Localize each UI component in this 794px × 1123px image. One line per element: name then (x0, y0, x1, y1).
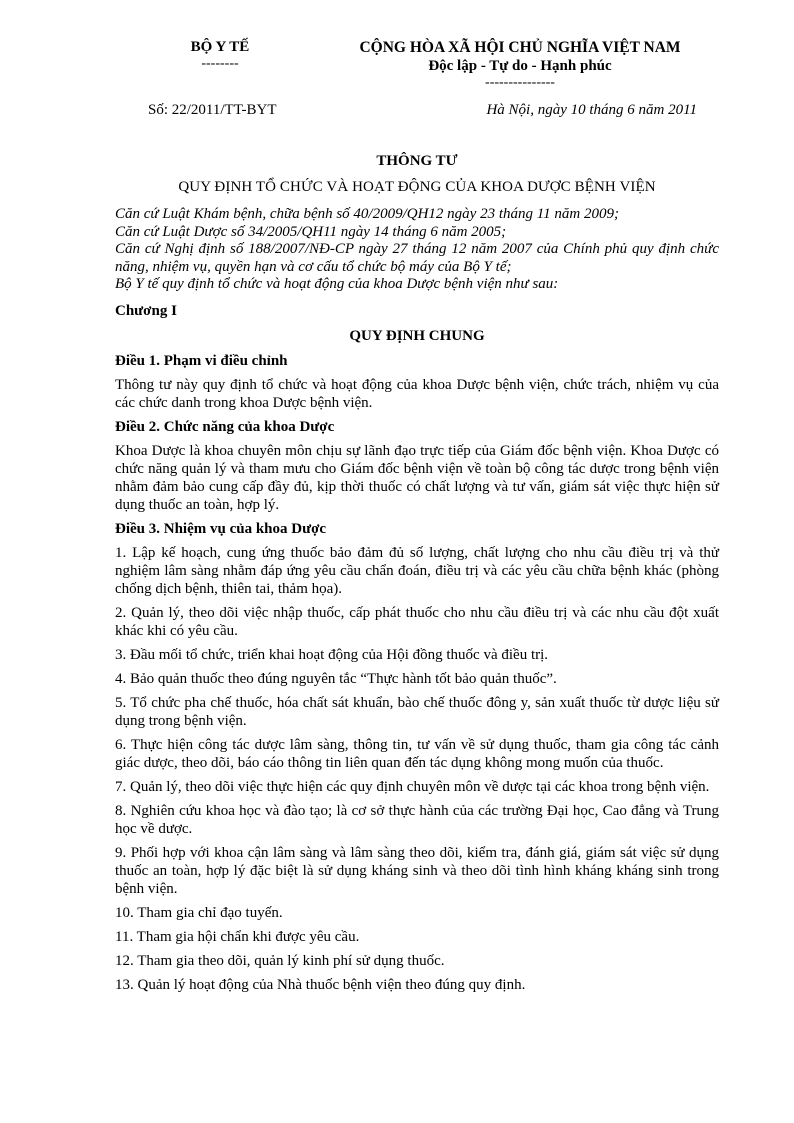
duty-item: 2. Quản lý, theo dõi việc nhập thuốc, cấp phát thuốc cho nhu cầu điều trị và các nhu cầu đột xuất khác khi có yêu cầu. (115, 604, 719, 639)
legal-basis-item: Căn cứ Luật Khám bệnh, chữa bệnh số 40/2009/QH12 ngày 23 tháng 11 năm 2009; (115, 206, 619, 222)
article-heading: Điều 3. Nhiệm vụ của khoa Dược (115, 520, 327, 537)
legal-basis-item: Căn cứ Nghị định số 188/2007/NĐ-CP ngày 27 tháng 12 năm 2007 của Chính phủ quy định chức năng, nhiệm vụ, quyền hạn và cơ cấu tổ chức bộ máy của Bộ Y tế; (115, 241, 719, 275)
document-header (0, 38, 794, 128)
duty-item: 6. Thực hiện công tác dược lâm sàng, thông tin, tư vấn về sử dụng thuốc, tham gia công tác cảnh giác dược, theo dõi, báo cáo thông tin liên quan đến tác dụng không mong muốn của thuốc. (115, 736, 719, 771)
legal-basis-item: Bộ Y tế quy định tổ chức và hoạt động của khoa Dược bệnh viện như sau: (115, 276, 559, 292)
article-heading: Điều 1. Phạm vi điều chỉnh (115, 352, 288, 369)
chapter-label: Chương I (115, 302, 177, 319)
national-title-block (330, 38, 710, 92)
duty-item: 7. Quản lý, theo dõi việc thực hiện các quy định chuyên môn về dược tại các khoa trong bệnh viện. (115, 778, 710, 795)
chapter-title: QUY ĐỊNH CHUNG (349, 327, 485, 344)
issuing-agency: BỘ Y TẾ (190, 39, 250, 55)
duty-item: 11. Tham gia hội chẩn khi được yêu cầu. (115, 928, 360, 945)
duty-item: 9. Phối hợp với khoa cận lâm sàng và lâm sàng theo dõi, kiểm tra, đánh giá, giám sát việc sử dụng thuốc an toàn, hợp lý đặc biệt là sử dụng kháng sinh và theo dõi tình hình kháng kháng sinh trong bệnh viện. (115, 844, 719, 897)
legal-basis (115, 206, 719, 294)
article-heading: Điều 2. Chức năng của khoa Dược (115, 418, 335, 435)
motto-divider: --------------- (485, 75, 555, 90)
national-title: CỘNG HÒA XÃ HỘI CHỦ NGHĨA VIỆT NAM (359, 39, 681, 56)
legal-basis-item: Căn cứ Luật Dược số 34/2005/QH11 ngày 14 tháng 6 năm 2005; (115, 223, 507, 240)
national-motto: Độc lập - Tự do - Hạnh phúc (428, 58, 612, 74)
duty-item: 13. Quản lý hoạt động của Nhà thuốc bệnh viện theo đúng quy định. (115, 976, 526, 993)
duty-item: 10. Tham gia chỉ đạo tuyến. (115, 904, 283, 921)
document-title: QUY ĐỊNH TỔ CHỨC VÀ HOẠT ĐỘNG CỦA KHOA DƯỢC BỆNH VIỆN (178, 179, 656, 195)
article-text: Thông tư này quy định tổ chức và hoạt động của khoa Dược bệnh viện, chức trách, nhiệm vụ của các chức danh trong khoa Dược bệnh viện. (115, 376, 719, 411)
duty-item: 3. Đầu mối tổ chức, triển khai hoạt động của Hội đồng thuốc và điều trị. (115, 646, 549, 663)
duty-item: 5. Tổ chức pha chế thuốc, hóa chất sát khuẩn, bào chế thuốc đông y, sản xuất thuốc từ dược liệu sử dụng trong bệnh viện. (115, 694, 719, 729)
duty-item: 8. Nghiên cứu khoa học và đào tạo; là cơ sở thực hành của các trường Đại học, Cao đẳng và Trung học về dược. (115, 802, 719, 837)
document-type: THÔNG TƯ (376, 153, 458, 169)
duty-item: 1. Lập kế hoạch, cung ứng thuốc bảo đảm đủ số lượng, chất lượng cho nhu cầu điều trị và thử nghiệm lâm sàng nhằm đáp ứng yêu cầu chẩn đoán, điều trị và các yêu cầu chữa bệnh khác (phòng chống dịch bệnh, thiên tai, thảm họa). (115, 544, 719, 597)
document-number: Số: 22/2011/TT-BYT (148, 102, 277, 118)
article-text: Khoa Dược là khoa chuyên môn chịu sự lãnh đạo trực tiếp của Giám đốc bệnh viện. Khoa Dược có chức năng quản lý và tham mưu cho Giám đốc bệnh viện về toàn bộ công tác dược trong bệnh viện nhằm đảm bảo cung cấp đầy đủ, kịp thời thuốc có chất lượng và tư vấn, giám sát việc thực hiện sử dụng thuốc an toàn, hợp lý. (115, 442, 719, 513)
duty-item: 4. Bảo quản thuốc theo đúng nguyên tắc “Thực hành tốt bảo quản thuốc”. (115, 670, 557, 687)
duty-item: 12. Tham gia theo dõi, quản lý kinh phí sử dụng thuốc. (115, 952, 445, 969)
document-date-place: Hà Nội, ngày 10 tháng 6 năm 2011 (486, 102, 697, 118)
document-body (115, 152, 719, 1000)
issuing-agency-block (140, 38, 300, 73)
agency-divider: -------- (201, 56, 239, 71)
